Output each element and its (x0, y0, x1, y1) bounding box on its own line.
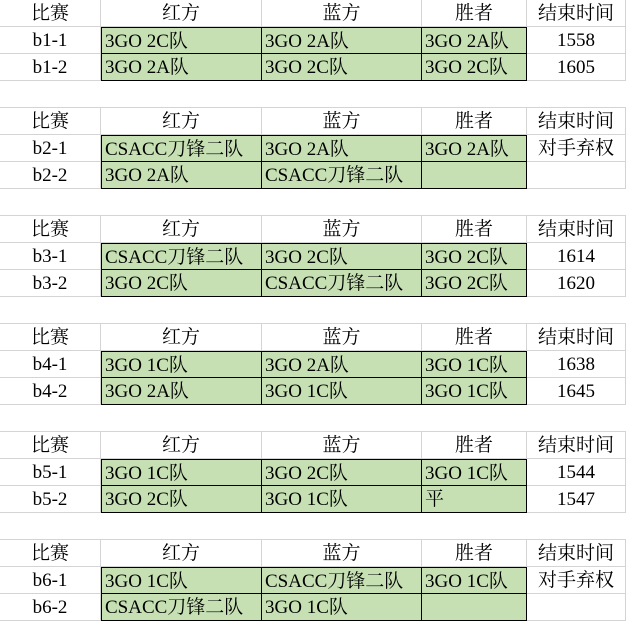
header-blue: 蓝方 (262, 108, 422, 135)
header-winner: 胜者 (422, 216, 527, 243)
header-winner: 胜者 (422, 540, 527, 567)
header-match: 比赛 (0, 216, 101, 243)
cell-match[interactable]: b5-1 (0, 459, 101, 486)
cell-end-time[interactable]: 1620 (527, 270, 626, 297)
header-match: 比赛 (0, 0, 101, 27)
header-match: 比赛 (0, 432, 101, 459)
cell-red[interactable]: 3GO 2C队 (101, 27, 262, 54)
cell-winner[interactable]: 3GO 2C队 (422, 270, 527, 297)
cell-match[interactable]: b2-1 (0, 135, 101, 162)
cell-winner[interactable]: 平 (422, 486, 527, 513)
cell-winner[interactable]: 3GO 1C队 (422, 378, 527, 405)
cell-end-time[interactable]: 对手弃权 (527, 135, 626, 162)
header-match: 比赛 (0, 108, 101, 135)
cell-red[interactable]: 3GO 2C队 (101, 486, 262, 513)
header-end-time: 结束时间 (527, 324, 626, 351)
blank-row[interactable] (0, 297, 626, 324)
cell-winner[interactable]: 3GO 2A队 (422, 27, 527, 54)
header-winner: 胜者 (422, 108, 527, 135)
cell-blue[interactable]: CSACC刀锋二队 (262, 162, 422, 189)
header-blue: 蓝方 (262, 432, 422, 459)
cell-end-time[interactable]: 1558 (527, 27, 626, 54)
cell-winner[interactable]: 3GO 2A队 (422, 135, 527, 162)
header-end-time: 结束时间 (527, 108, 626, 135)
cell-red[interactable]: 3GO 1C队 (101, 567, 262, 594)
cell-red[interactable]: 3GO 2A队 (101, 378, 262, 405)
header-red: 红方 (101, 0, 262, 27)
cell-winner[interactable] (422, 594, 527, 621)
cell-winner[interactable]: 3GO 2C队 (422, 54, 527, 81)
cell-blue[interactable]: 3GO 1C队 (262, 486, 422, 513)
cell-winner[interactable] (422, 162, 527, 189)
header-end-time: 结束时间 (527, 540, 626, 567)
blank-row[interactable] (0, 81, 626, 108)
cell-blue[interactable]: 3GO 2C队 (262, 459, 422, 486)
cell-end-time[interactable]: 1547 (527, 486, 626, 513)
cell-blue[interactable]: 3GO 2C队 (262, 243, 422, 270)
cell-blue[interactable]: 3GO 2A队 (262, 351, 422, 378)
cell-match[interactable]: b3-1 (0, 243, 101, 270)
cell-winner[interactable]: 3GO 2C队 (422, 243, 527, 270)
header-blue: 蓝方 (262, 216, 422, 243)
cell-match[interactable]: b1-2 (0, 54, 101, 81)
cell-blue[interactable]: 3GO 2A队 (262, 135, 422, 162)
header-red: 红方 (101, 540, 262, 567)
header-match: 比赛 (0, 324, 101, 351)
header-end-time: 结束时间 (527, 432, 626, 459)
header-winner: 胜者 (422, 432, 527, 459)
cell-match[interactable]: b4-1 (0, 351, 101, 378)
blank-row[interactable] (0, 513, 626, 540)
header-winner: 胜者 (422, 324, 527, 351)
cell-blue[interactable]: 3GO 2A队 (262, 27, 422, 54)
cell-blue[interactable]: 3GO 1C队 (262, 594, 422, 621)
cell-end-time[interactable] (527, 594, 626, 621)
cell-match[interactable]: b2-2 (0, 162, 101, 189)
cell-winner[interactable]: 3GO 1C队 (422, 567, 527, 594)
header-blue: 蓝方 (262, 324, 422, 351)
cell-winner[interactable]: 3GO 1C队 (422, 459, 527, 486)
cell-match[interactable]: b4-2 (0, 378, 101, 405)
cell-blue[interactable]: CSACC刀锋二队 (262, 567, 422, 594)
cell-end-time[interactable]: 1605 (527, 54, 626, 81)
cell-red[interactable]: 3GO 2A队 (101, 162, 262, 189)
cell-blue[interactable]: 3GO 1C队 (262, 378, 422, 405)
cell-red[interactable]: CSACC刀锋二队 (101, 243, 262, 270)
cell-end-time[interactable]: 1614 (527, 243, 626, 270)
cell-red[interactable]: 3GO 1C队 (101, 351, 262, 378)
cell-match[interactable]: b3-2 (0, 270, 101, 297)
header-match: 比赛 (0, 540, 101, 567)
blank-row[interactable] (0, 189, 626, 216)
cell-end-time[interactable]: 1645 (527, 378, 626, 405)
cell-end-time[interactable]: 对手弃权 (527, 567, 626, 594)
header-end-time: 结束时间 (527, 216, 626, 243)
cell-match[interactable]: b6-1 (0, 567, 101, 594)
header-end-time: 结束时间 (527, 0, 626, 27)
cell-blue[interactable]: CSACC刀锋二队 (262, 270, 422, 297)
header-red: 红方 (101, 108, 262, 135)
header-blue: 蓝方 (262, 0, 422, 27)
cell-red[interactable]: CSACC刀锋二队 (101, 594, 262, 621)
header-red: 红方 (101, 216, 262, 243)
cell-red[interactable]: 3GO 2C队 (101, 270, 262, 297)
cell-end-time[interactable]: 1544 (527, 459, 626, 486)
cell-match[interactable]: b6-2 (0, 594, 101, 621)
cell-match[interactable]: b1-1 (0, 27, 101, 54)
cell-red[interactable]: CSACC刀锋二队 (101, 135, 262, 162)
header-red: 红方 (101, 324, 262, 351)
cell-winner[interactable]: 3GO 1C队 (422, 351, 527, 378)
cell-end-time[interactable]: 1638 (527, 351, 626, 378)
header-blue: 蓝方 (262, 540, 422, 567)
cell-blue[interactable]: 3GO 2C队 (262, 54, 422, 81)
blank-row[interactable] (0, 405, 626, 432)
header-red: 红方 (101, 432, 262, 459)
header-winner: 胜者 (422, 0, 527, 27)
cell-red[interactable]: 3GO 1C队 (101, 459, 262, 486)
cell-red[interactable]: 3GO 2A队 (101, 54, 262, 81)
cell-end-time[interactable] (527, 162, 626, 189)
cell-match[interactable]: b5-2 (0, 486, 101, 513)
